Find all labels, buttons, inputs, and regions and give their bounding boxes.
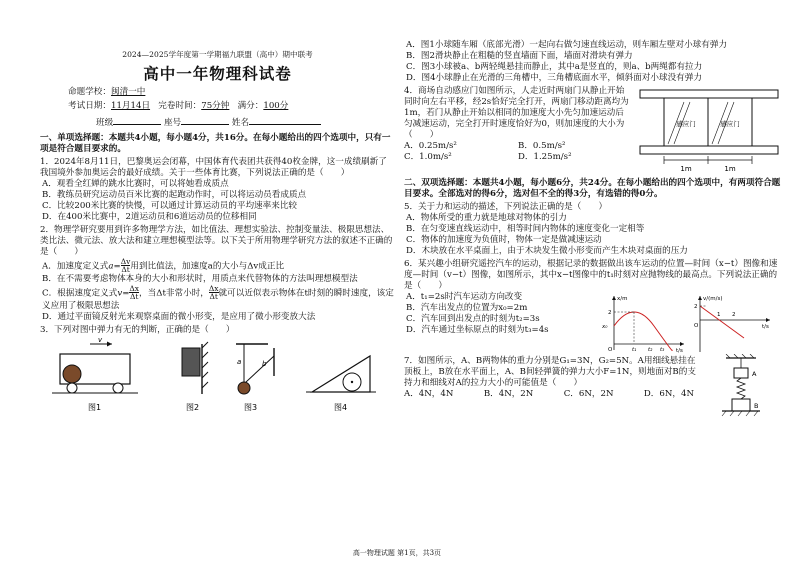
q7-block [404,354,782,420]
q4-option-d: D．1.25m/s² [518,152,572,162]
right-column [404,0,782,420]
q3-fig4-label: 图4 [334,402,348,412]
door-left-label: 感应门 [676,120,696,128]
q4-option-a: A．0.25m/s² [404,141,457,151]
q6-xt-graph [602,292,688,354]
ball-icon [63,365,81,383]
q3-fig2-label: 图2 [186,402,200,412]
q3-fig2-block [182,342,208,394]
exam-duration: 75分钟 [201,100,230,111]
q4-stem: 4．商场自动感应门如图所示，人走近时两扇门从静止开始同时向左右平移，经2s恰好完全打开，两扇门移动距离均为1m，若门从静止开始以相同的加速度大小先匀加速运动后匀减速运动，完全打开时速度恰好为0，则加速度的大小为（ ） [404,86,629,140]
q2-option-d: D．通过平面镜反射光来观察桌面的微小形变，是应用了微小形变放大法 [42,311,316,322]
exam-meta-line: 考试日期：11月14日 完卷时间：75分钟 满分：100分 [68,100,289,111]
q6-option-a: A．t₁=2s时汽车运动方向改变 [406,292,523,302]
q2-option-a: A．加速度定义式a= $\frac{\Delta v}{\Delta t}$ 用到比值法，加速度a的大小与Δv成正比 [42,256,285,275]
left-column [40,0,395,420]
svg-text:t₃: t₃ [660,347,665,353]
q5-option-b: B．在匀变速直线运动中，相等时间内物体的速度变化一定相等 [406,224,645,234]
q5-option-a: A．物体所受的重力就是地球对物体的引力 [406,213,567,223]
school-value: 闽清一中 [110,86,146,97]
q1-option-d: D．在400米比赛中，2道运动员和6道运动员的位移相同 [42,211,257,222]
student-info-line: 班级 座号 姓名 [40,115,395,129]
q2-stem: 2．物理学研究要用到许多物理学方法，如比值法、理想实验法、控制变量法、极限思想法、类比法、微元法、放大法和建立理想模型法等。以下关于所用物理学研究方法的叙述不正确的是（ ） [40,224,393,257]
q3-option-d: D．图4小球静止在光滑的三角槽中，三角槽底面水平，倾斜面对小球没有弹力 [406,73,702,83]
svg-text:2: 2 [694,304,698,310]
q7-stem: 7．如图所示，A、B两物体的重力分别是G₁=3N，G₂=5N。A用细线悬挂在顶板上，B放在水平面上，A、B间轻弹簧的弹力大小F=1N，则地面对B的支持力和细线对A的拉力大小的可能值是（ ） [404,356,696,388]
door-dim-left: 1m [680,165,692,173]
q4-door-figure [634,86,782,174]
q6-option-c: C．汽车回到出发点的时刻为t₂=3s [406,314,540,324]
q3-figures [40,336,395,416]
page-footer: 高一物理试题 第1页，共3页 [352,549,442,557]
q3-stem: 3．下列对图中弹力有无的判断，正确的是（ ） [40,324,235,335]
q7-option-a: A．4N，4N [404,389,454,399]
svg-text:x₀: x₀ [602,324,608,330]
q3-fig1-cart [52,336,138,393]
svg-text:v: v [98,335,103,344]
school-line: 命题学校：闽清一中 [68,86,146,97]
q1-stem: 1．2024年8月11日，巴黎奥运会闭幕，中国体育代表团共获得40枚金牌，这一成绩刷新了我国境外参加奥运会的最好成绩。关于一些体育比赛，下列说法正确的是（ ） [40,156,387,178]
svg-text:v/(m/s): v/(m/s) [703,296,723,302]
svg-text:O: O [694,323,699,329]
svg-text:t₁: t₁ [632,347,637,353]
q7-spring-figure [704,354,780,420]
q3-fig1-label: 图1 [88,402,102,412]
q3-fig3-label: 图3 [244,402,258,412]
ball-icon [238,382,250,394]
svg-text:a: a [237,357,242,366]
q2-c-fraction: $\frac{\Delta x}{\Delta t}$ [129,283,140,302]
q7-option-c: C．6N，2N [563,389,614,399]
q6-block [404,292,782,354]
q6-option-d: D．汽车通过坐标原点的时刻为t₃=4s [406,325,549,335]
q2-a-fraction: $\frac{\Delta v}{\Delta t}$ [120,256,131,275]
exam-total-score: 100分 [263,100,289,111]
page-title: 高中一年物理科试卷 [143,63,292,83]
name-field[interactable] [249,115,321,125]
q4-option-c: C．1.0m/s² [404,152,452,162]
svg-text:t/s: t/s [762,324,769,330]
svg-text:t/s: t/s [676,348,683,354]
seat-field[interactable] [181,115,229,125]
q2-c-fraction-2: $\frac{\Delta x}{\Delta t}$ [208,283,219,302]
q3-option-b: B．图2滑块静止在粗糙的竖直墙面下面，墙面对滑块有弹力 [406,51,633,61]
q3-fig4-groove [306,356,376,392]
svg-text:1: 1 [717,312,721,318]
section2-heading: 二、双项选择题：本题共4小题，每小题6分，共24分。在每小题给出的四个选项中，有两项符合题目要求。全部选对的得6分，选对但不全的得3分，有选错的得0分。 [404,178,781,199]
q5-option-c: C．物体的加速度为负值时，物体一定是做减速运动 [406,235,602,245]
q1-option-c: C．比较200米比赛的快慢，可以通过计算运动员的平均速率来比较 [42,200,298,211]
class-field[interactable] [113,115,161,125]
block-a-label: A [752,370,757,378]
q2-option-b: B．在不需要考虑物体本身的大小和形状时，用质点来代替物体的方法叫理想模型法 [42,273,358,284]
q4-block [404,86,782,174]
door-right-label: 感应门 [720,120,740,128]
exam-date: 11月14日 [110,100,151,111]
q6-stem: 6．某兴趣小组研究遥控汽车的运动，根据记录的数据做出该车运动的位置—时间（x−t）图像和速度—时间（v−t）图像，如图所示，其中x−t图像中的t₁时刻对应抛物线的最高点。下列说法正确的是（ ） [404,259,778,291]
exam-organizer: 2024—2025学年度第一学期福九联盟（高中）期中联考 [122,50,313,59]
q6-option-b: B．汽车出发点的位置为x₀=2m [406,303,528,313]
door-dim-right: 1m [724,165,736,173]
svg-text:2: 2 [608,310,612,316]
block-b-label: B [754,402,759,410]
svg-text:t₂: t₂ [648,347,653,353]
q7-option-d: D．6N，4N [643,389,694,399]
svg-text:x/m: x/m [617,296,628,302]
q2-option-c: C．根据速度定义式v= $\frac{\Delta x}{\Delta t}$ ，当Δt非常小时， $\frac{\Delta x}{\Delta t}$ 就可以近似表示物体在t时刻的瞬时速度，该定义应用了极限思想法 [42,283,394,311]
q5-stem: 5．关于力和运动的描述，下列说法正确的是（ ） [404,202,608,212]
svg-text:2: 2 [732,312,736,318]
q1-option-b: B．教练员研究运动员百米比赛的起跑动作时，可以将运动员看成质点 [42,189,307,200]
q6-vt-graph [688,292,774,354]
q3-option-a: A．图1小球随车厢（底部光滑）一起向右做匀速直线运动，则车厢左壁对小球有弹力 [406,40,728,50]
q7-option-b: B．4N，2N [483,389,534,399]
q3-option-c: C．图3小球被a、b两轻绳悬挂而静止，其中a是竖直的，则a、b两绳都有拉力 [406,62,703,72]
q3-fig3-strings [236,344,274,394]
q4-option-b: B．0.5m/s² [518,141,566,151]
q5-option-d: D．木块放在水平桌面上，由于木块发生微小形变而产生木块对桌面的压力 [406,246,688,256]
svg-text:b: b [262,359,267,368]
svg-text:O: O [608,347,613,353]
q1-option-a: A．观看全红婵的跳水比赛时，可以将她看成质点 [42,178,229,189]
section1-heading: 一、单项选择题：本题共4小题，每小题4分，共16分。在每小题给出的四个选项中，只有一项是符合题目要求的。 [40,132,391,154]
